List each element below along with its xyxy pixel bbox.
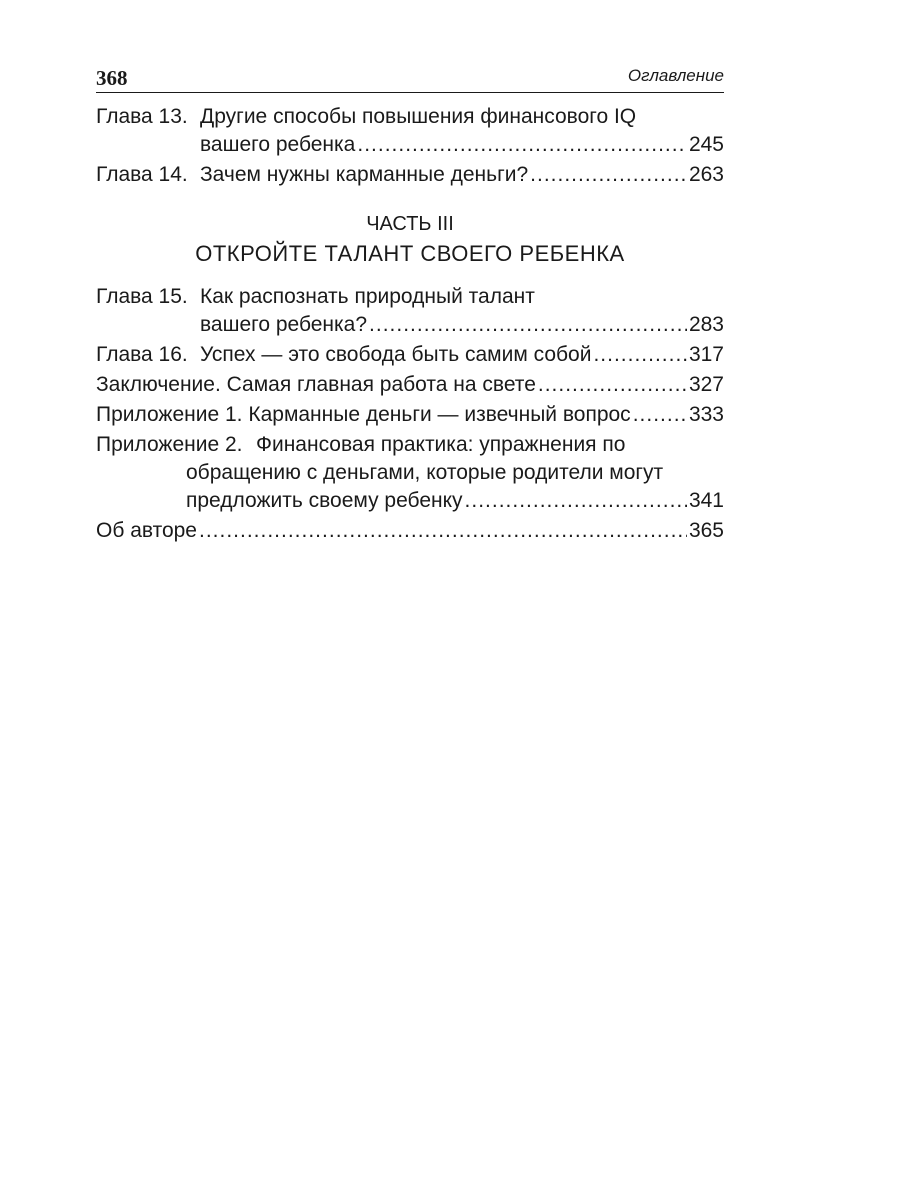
entry-title-line: Другие способы повышения финансового IQ (200, 105, 637, 128)
entry-title-line: Успех — это свобода быть самим собой (200, 343, 592, 366)
entry-title-line: Финансовая практика: упражнения по (256, 433, 626, 456)
entry-page-number: 333 (688, 403, 724, 426)
book-page (96, 62, 724, 547)
entry-label: Приложение 2. (96, 433, 243, 456)
dot-leader (538, 371, 687, 399)
entry-page-number: 263 (688, 163, 724, 186)
entry-title-line: Как распознать природный талант (200, 285, 535, 308)
entry-label: Глава 16. (96, 343, 188, 366)
entry-title-line: Зачем нужны карманные деньги? (200, 163, 529, 186)
part-number: ЧАСТЬ III (366, 213, 454, 235)
toc-entry-chapter-15[interactable] (96, 283, 724, 339)
entry-title-line: обращению с деньгами, которые родители могут (186, 461, 664, 484)
page-number: 368 (96, 66, 128, 90)
page-header (96, 62, 724, 93)
dot-leader (633, 401, 687, 429)
entry-title-line: Об авторе (96, 519, 197, 542)
toc-entry-appendix-1[interactable] (96, 401, 724, 429)
entry-title-line: вашего ребенка (200, 133, 356, 156)
toc-entry-conclusion[interactable] (96, 371, 724, 399)
entry-page-number: 317 (688, 343, 724, 366)
entry-page-number: 327 (688, 373, 724, 396)
entry-label: Глава 15. (96, 285, 188, 308)
table-of-contents (96, 103, 724, 545)
part-heading (96, 209, 724, 269)
toc-entry-about-author[interactable] (96, 517, 724, 545)
dot-leader (465, 487, 687, 515)
entry-title-line: предложить своему ребенку (186, 489, 463, 512)
entry-title-line: вашего ребенка? (200, 313, 368, 336)
toc-entry-chapter-13[interactable] (96, 103, 724, 159)
toc-entry-chapter-16[interactable] (96, 341, 724, 369)
entry-title-line: Приложение 1. Карманные деньги — извечный вопрос (96, 403, 631, 426)
dot-leader (530, 161, 687, 189)
part-title: ОТКРОЙТЕ ТАЛАНТ СВОЕГО РЕБЕНКА (195, 241, 625, 266)
entry-page-number: 245 (688, 133, 724, 156)
dot-leader (369, 311, 687, 339)
entry-title-line: Заключение. Самая главная работа на свете (96, 373, 536, 396)
toc-entry-chapter-14[interactable] (96, 161, 724, 189)
entry-label: Глава 13. (96, 105, 188, 128)
entry-label: Глава 14. (96, 163, 188, 186)
toc-entry-appendix-2[interactable] (96, 431, 724, 515)
dot-leader (199, 517, 687, 545)
running-title: Оглавление (627, 66, 724, 85)
entry-page-number: 341 (688, 489, 724, 512)
dot-leader (357, 131, 687, 159)
dot-leader (593, 341, 687, 369)
entry-page-number: 365 (688, 519, 724, 542)
entry-page-number: 283 (688, 313, 724, 336)
